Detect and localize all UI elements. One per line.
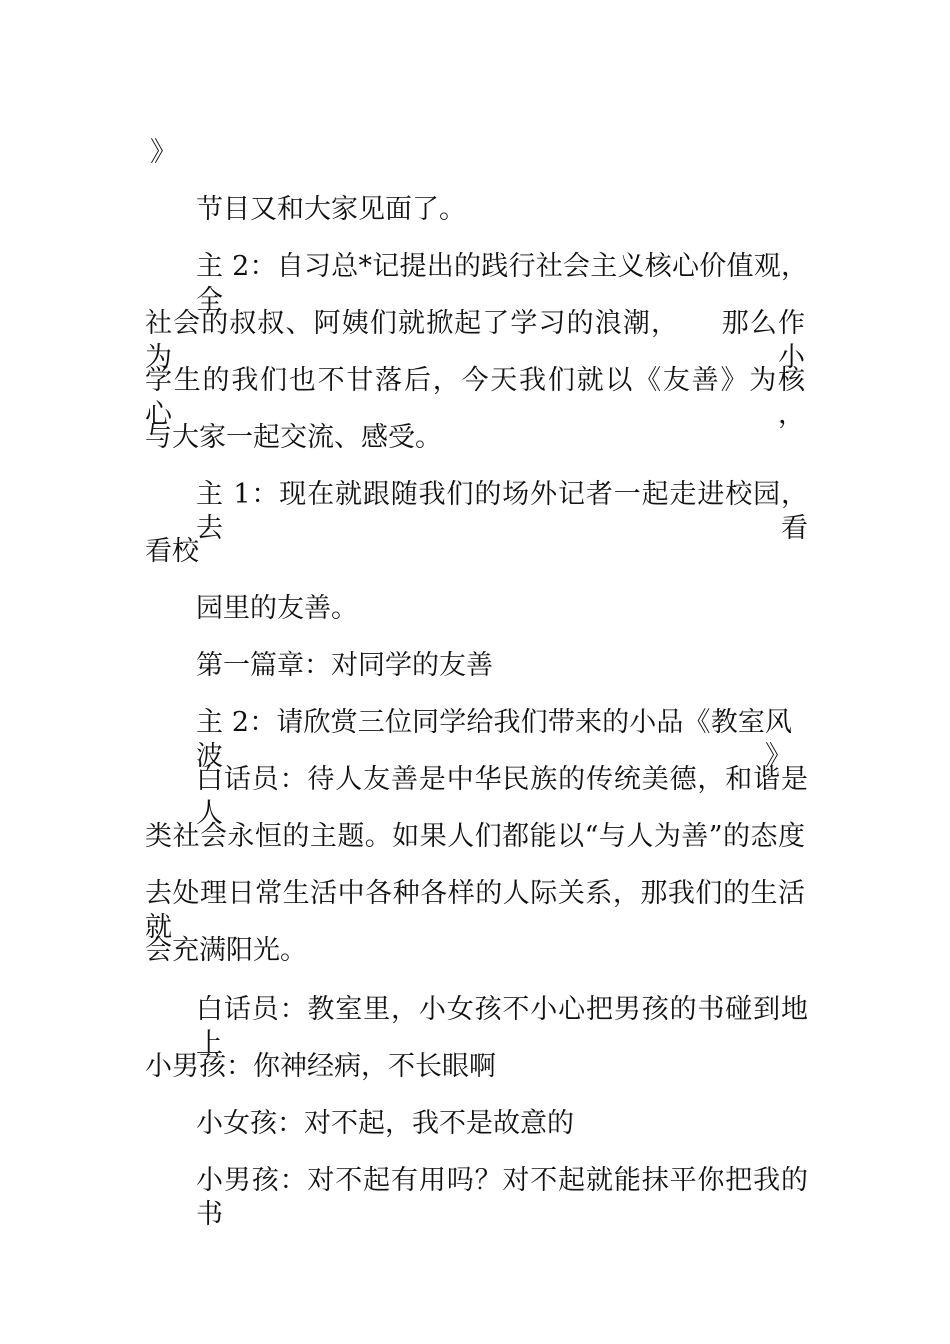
text-line-5: 学生的我们也不甘落后，今天我们就以《友善》为核心， (145, 365, 805, 430)
text-line-16: 白话员：教室里，小女孩不小心把男孩的书碰到地上 (196, 994, 808, 1059)
text-line-10: 第一篇章：对同学的友善 (196, 650, 493, 681)
text-line-13: 类社会永恒的主题。如果人们都能以“与人为善”的态度 (145, 821, 805, 852)
text-line-1: 》 (150, 137, 177, 168)
text-line-2: 节目又和大家见面了。 (196, 194, 466, 225)
text-line-4: 社会的叔叔、阿姨们就掀起了学习的浪潮， 那么作为小 (145, 308, 805, 373)
text-line-19: 小男孩：对不起有用吗？对不起就能抹平你把我的书 (196, 1165, 808, 1230)
text-line-15: 会充满阳光。 (145, 935, 307, 966)
text-line-17: 小男孩：你神经病，不长眼啊 (145, 1051, 496, 1082)
text-line-18: 小女孩：对不起，我不是故意的 (196, 1108, 574, 1139)
text-line-14: 去处理日常生活中各种各样的人际关系，那我们的生活就 (145, 878, 805, 943)
text-line-9: 园里的友善。 (196, 593, 358, 624)
text-line-11: 主 2：请欣赏三位同学给我们带来的小品《教室风波》 (196, 707, 792, 772)
text-line-8: 看校 (145, 536, 199, 567)
text-line-3: 主 2：自习总*记提出的践行社会主义核心价值观，全 (196, 251, 808, 316)
text-line-12: 白话员：待人友善是中华民族的传统美德，和谐是人 (196, 764, 808, 829)
text-line-6: 与大家一起交流、感受。 (145, 422, 442, 453)
text-line-7: 主 1：现在就跟随我们的场外记者一起走进校园，去看 (196, 479, 808, 544)
